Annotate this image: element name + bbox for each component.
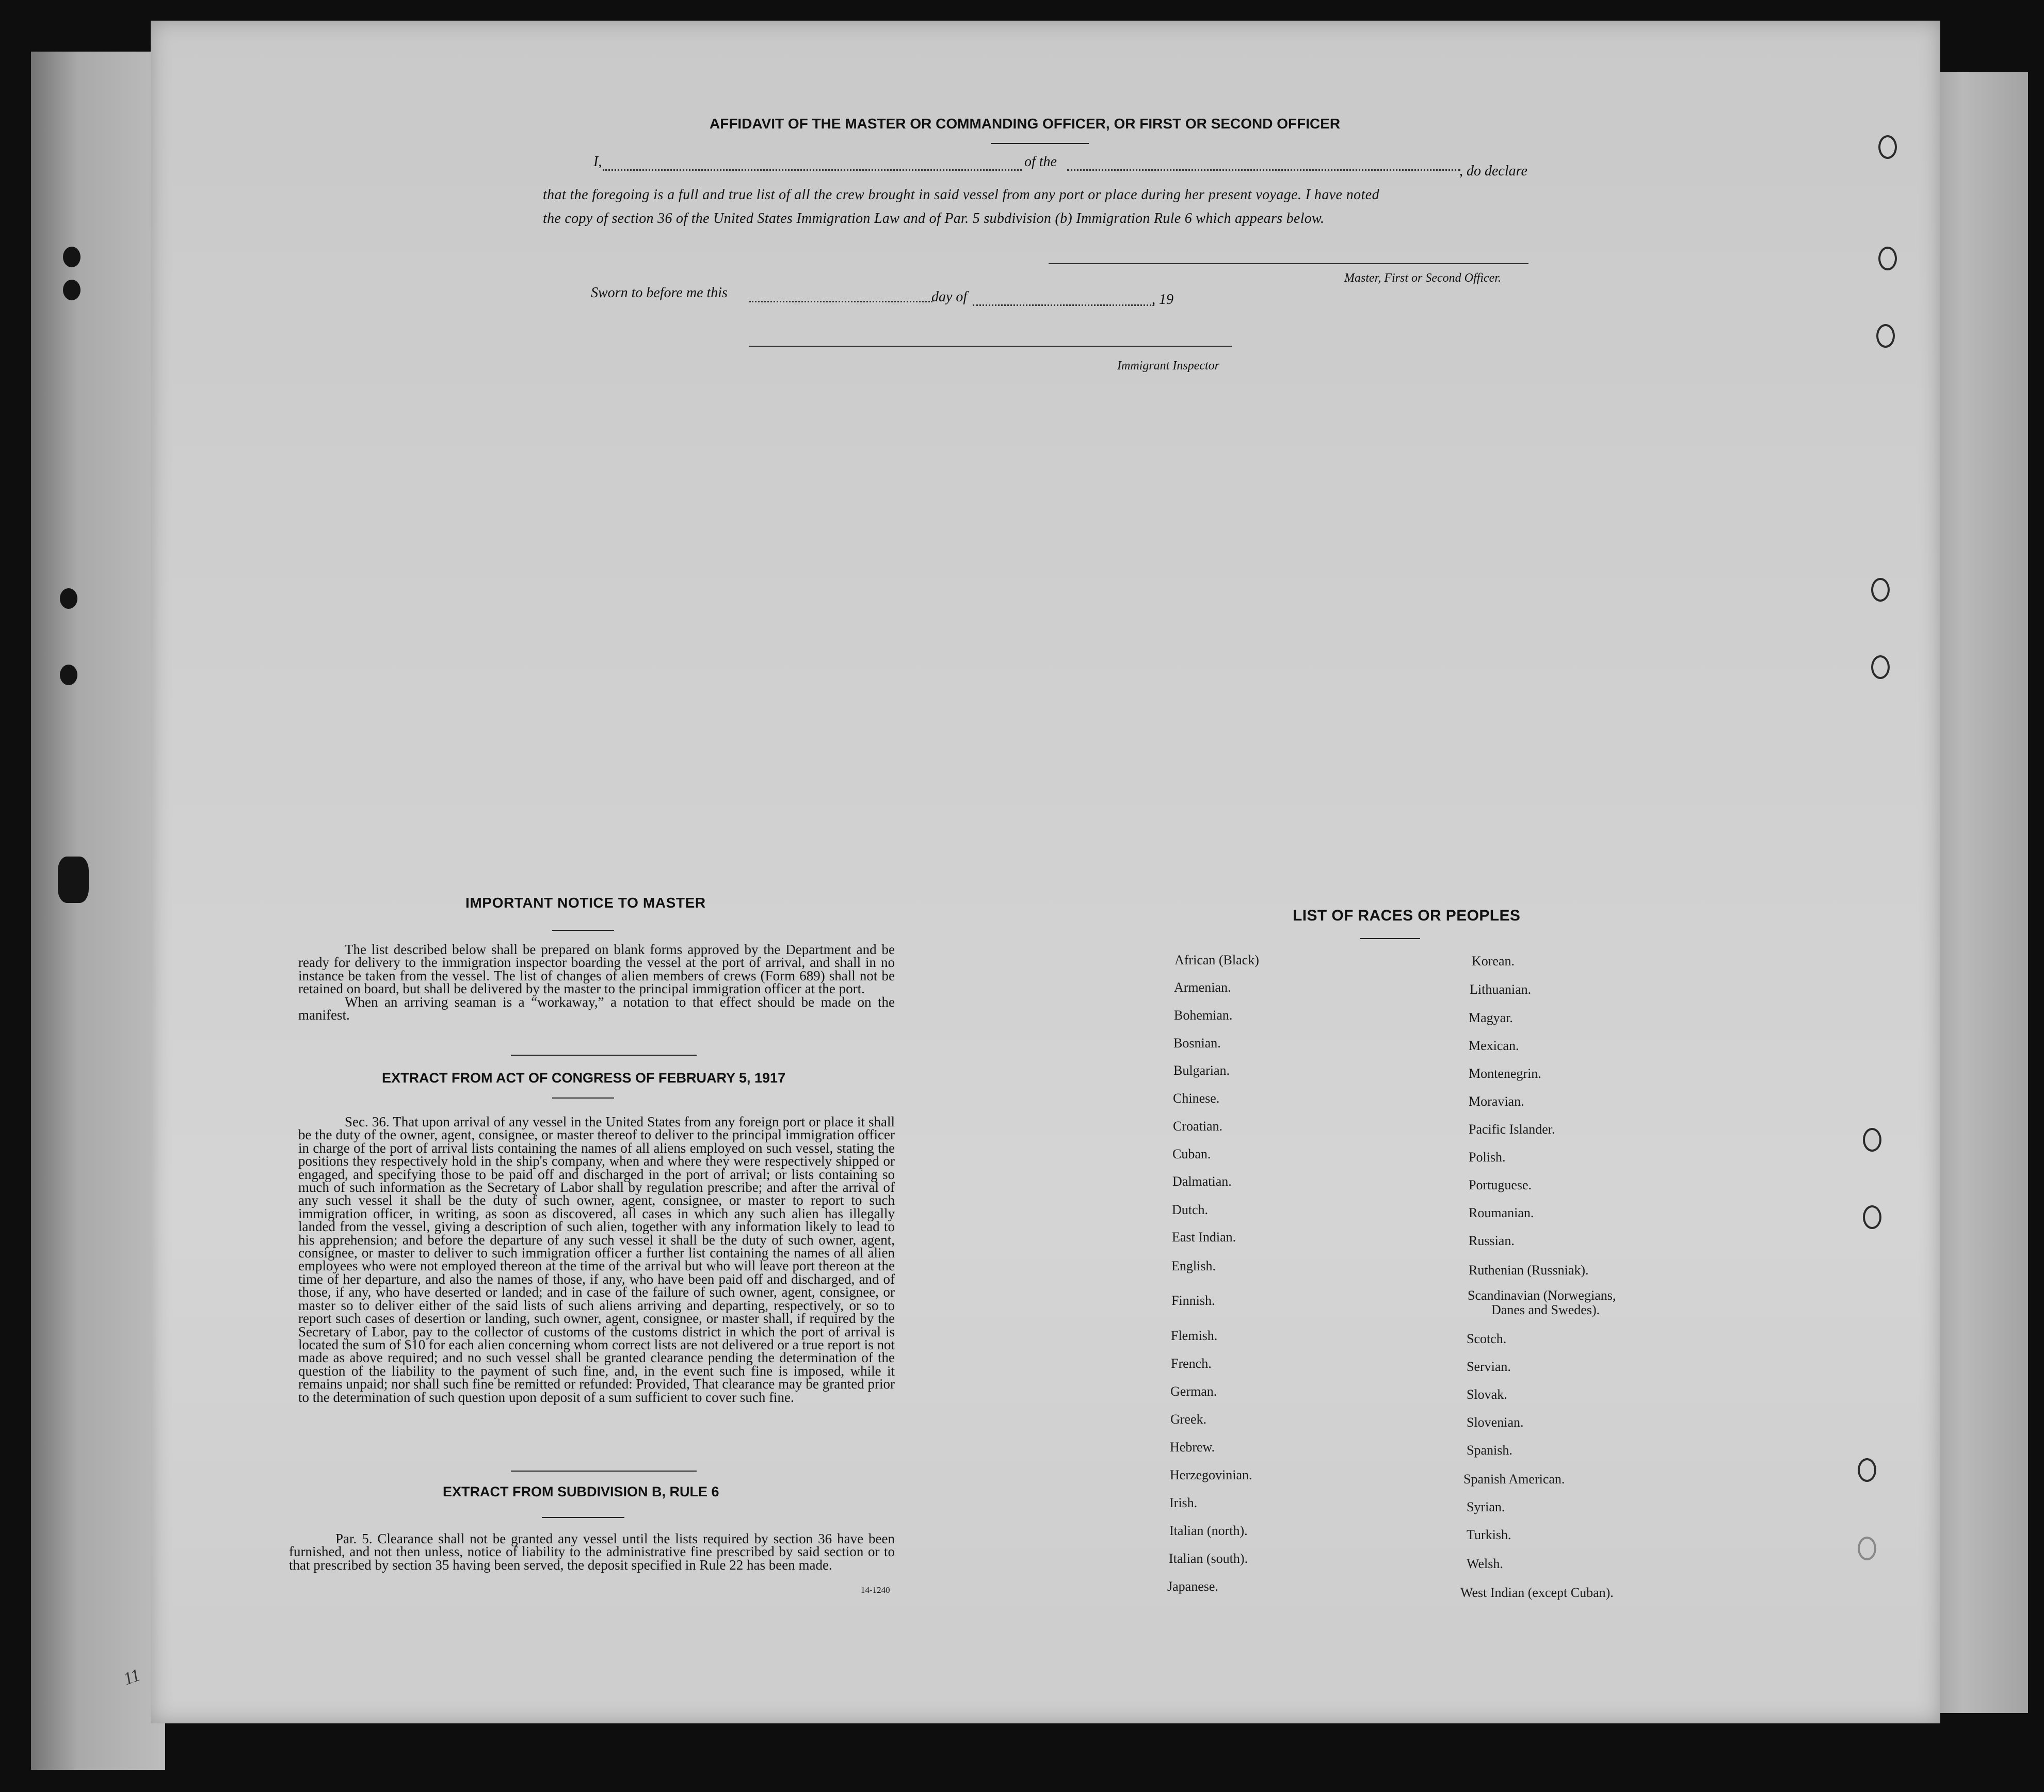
section-36-paragraph: Sec. 36. That upon arrival of any vessel in the United States from any foreign port or place it shall be the duty of the owner, agent, consignee, or master thereof to deliver to the principal immigration officer in charge of the port of arrival lists containing the names of all aliens employed on such vessel, stating the positions they respectively hold in the ship's company, when and where they were respectively shipped or engaged, and specifying those to be paid off and discharged in the port of arrival; or lists containing so much of such information as the Secretary of Labor shall by regulation prescribe; and after the arrival of any such vessel it shall be the duty of such owner, agent, consignee, or master to report to such immigration officer, in writing, as soon as discovered, all cases in which any such alien has illegally landed from the vessel, giving a description of such alien, together with any information likely to lead to his apprehension; and before the departure of any such vessel it shall be the duty of such owner, agent, consignee, or master to deliver to such immigration officer a further list containing the names of all alien employees who were not employed thereon at the time of the arrival but who will leave port thereon at the time of her departure, and also the names of those, if any, who have been paid off and discharged, and of those, if any, who have deserted or landed; and in case of the failure of such owner, agent, consignee, or master so to deliver either of the said lists of such aliens arriving and departing, respectively, or so to report such cases of desertion or landing, such owner, agent, consignee, or master shall, if required by the Secretary of Labor, pay to the collector of customs of the customs district in which the port of arrival is located the sum of $10 for each alien concerning whom correct lists are not delivered or a true report is not made as above required; and no such vessel shall be granted clearance pending the determination of the question of the liability to the payment of such fine, and, in the event such fine is imposed, while it remains unpaid; nor shall such fine be remitted or refunded: Provided, That clearance may be granted prior to the determination of such question upon deposit of a sum sufficient to cover such fine. — [298, 1114, 895, 1405]
section-divider — [511, 1055, 697, 1056]
affidavit-line-3: the copy of section 36 of the United States Immigration Law and of Par. 5 subdivision (b) Immigration Rule 6 which appears below. — [543, 211, 1325, 227]
binder-hole — [63, 280, 81, 300]
race-item: Scotch. — [1467, 1331, 1507, 1346]
race-item: Irish. — [1169, 1495, 1198, 1510]
binder-hole — [60, 665, 77, 685]
binder-ring — [1858, 1458, 1876, 1482]
sworn-month-blank[interactable] — [973, 304, 1154, 306]
race-item: Croatian. — [1173, 1119, 1223, 1134]
race-item: Russian. — [1469, 1233, 1515, 1248]
vessel-blank[interactable] — [1067, 169, 1460, 171]
title-underline — [991, 143, 1089, 144]
race-item: Italian (south). — [1169, 1551, 1248, 1566]
section-divider — [511, 1471, 697, 1472]
signature-blank[interactable] — [1049, 263, 1528, 264]
notice-text — [298, 943, 895, 1022]
race-item: Japanese. — [1167, 1579, 1218, 1594]
race-item: Bulgarian. — [1173, 1063, 1230, 1078]
races-title: LIST OF RACES OR PEOPLES — [1293, 907, 1521, 924]
race-item: Bohemian. — [1174, 1008, 1233, 1023]
binder-hole — [63, 247, 81, 267]
extract-rule-text — [289, 1532, 895, 1572]
signature-label: Master, First or Second Officer. — [1344, 271, 1501, 285]
extract-rule-underline — [542, 1517, 624, 1518]
race-item: Bosnian. — [1173, 1036, 1221, 1051]
day-of-text: day of — [931, 289, 968, 305]
affidavit-line-2: that the foregoing is a full and true list of all the crew brought in said vessel from any port or place during her present voyage. I have noted — [543, 187, 1379, 203]
race-item: Montenegrin. — [1469, 1066, 1541, 1081]
form-number: 14-1240 — [861, 1585, 890, 1595]
name-blank[interactable] — [603, 169, 1022, 171]
par-5-paragraph: Par. 5. Clearance shall not be granted any vessel until the lists required by section 36 have been furnished, and not then unless, notice of liability to the administrative fine prescribed by said section or to that prescribed by section 35 having been served, the deposit specified in Rule 22 has been made. — [289, 1531, 895, 1573]
inspector-blank[interactable] — [749, 346, 1232, 347]
race-item: West Indian (except Cuban). — [1460, 1585, 1614, 1600]
affidavit-do-declare: , do declare — [1459, 163, 1527, 179]
notice-title: IMPORTANT NOTICE TO MASTER — [465, 895, 706, 911]
binder-ring — [1878, 135, 1897, 159]
inspector-label: Immigrant Inspector — [1117, 359, 1219, 373]
race-item: Hebrew. — [1170, 1440, 1215, 1455]
binder-ring — [1858, 1537, 1876, 1560]
sworn-text: Sworn to before me this — [591, 285, 728, 301]
notice-paragraph-2: When an arriving seaman is a “workaway,” a notation to that effect should be made on the manifest. — [298, 994, 895, 1023]
sworn-day-blank[interactable] — [749, 301, 932, 302]
race-item: Spanish. — [1467, 1443, 1512, 1458]
race-item: Welsh. — [1467, 1556, 1503, 1571]
race-item: Greek. — [1170, 1412, 1207, 1427]
race-item: French. — [1171, 1356, 1212, 1371]
race-item: German. — [1170, 1384, 1217, 1399]
extract-rule-title: EXTRACT FROM SUBDIVISION B, RULE 6 — [443, 1484, 719, 1499]
race-item: Armenian. — [1174, 980, 1231, 995]
binder-hole — [60, 588, 77, 609]
race-item: Polish. — [1469, 1150, 1506, 1165]
race-item: Slovenian. — [1467, 1415, 1524, 1430]
race-item: Scandinavian (Norwegians, — [1468, 1288, 1616, 1303]
affidavit-title: AFFIDAVIT OF THE MASTER OR COMMANDING OFFICER, OR FIRST OR SECOND OFFICER — [710, 116, 1341, 132]
race-item: Flemish. — [1171, 1328, 1218, 1343]
extract-act-title: EXTRACT FROM ACT OF CONGRESS OF FEBRUARY 5, 1917 — [382, 1070, 786, 1086]
race-item: Turkish. — [1467, 1527, 1511, 1542]
race-item: Servian. — [1467, 1359, 1511, 1374]
race-item: East Indian. — [1172, 1230, 1236, 1245]
race-item: Roumanian. — [1469, 1205, 1534, 1220]
race-item: Cuban. — [1172, 1147, 1211, 1161]
binder-ring — [1871, 578, 1890, 602]
race-item: Spanish American. — [1463, 1472, 1565, 1487]
form-sheet — [151, 21, 1940, 1723]
affidavit-i: I, — [593, 154, 602, 170]
extract-act-underline — [552, 1097, 614, 1099]
margin-mark: 11 — [121, 1665, 143, 1689]
race-item: Danes and Swedes). — [1491, 1302, 1600, 1317]
race-item: Dutch. — [1172, 1202, 1209, 1217]
race-item: Chinese. — [1173, 1091, 1220, 1106]
races-underline — [1360, 938, 1420, 939]
race-item: Lithuanian. — [1470, 982, 1532, 997]
underlying-page-left — [31, 52, 165, 1770]
race-item: Finnish. — [1171, 1293, 1215, 1308]
notice-underline — [552, 930, 614, 931]
binder-ring — [1871, 655, 1890, 679]
notice-paragraph-1: The list described below shall be prepared on blank forms approved by the Department and be ready for delivery to the immigration inspector boarding the vessel at the port of arrival, and shall in no instance be taken from the vessel. The list of changes of alien members of crews (Form 689) shall not be retained on board, but shall be delivered by the master to the principal immigration officer at the port. — [298, 942, 895, 997]
race-item: Herzegovinian. — [1170, 1467, 1252, 1482]
race-item: English. — [1171, 1258, 1216, 1273]
binder-ring — [1863, 1205, 1881, 1229]
binder-hole — [58, 857, 89, 903]
affidavit-of-the: of the — [1024, 154, 1057, 170]
binder-ring — [1878, 247, 1897, 270]
extract-act-text — [298, 1116, 895, 1404]
race-item: Korean. — [1472, 954, 1515, 968]
race-item: Italian (north). — [1169, 1523, 1248, 1538]
race-item: Pacific Islander. — [1469, 1122, 1555, 1137]
race-item: Magyar. — [1469, 1010, 1513, 1025]
race-item: Portuguese. — [1469, 1177, 1532, 1192]
race-item: Slovak. — [1467, 1387, 1507, 1402]
race-item: African (Black) — [1174, 952, 1259, 967]
race-item: Moravian. — [1469, 1094, 1524, 1109]
binder-ring — [1863, 1128, 1881, 1152]
race-item: Ruthenian (Russniak). — [1469, 1263, 1589, 1278]
race-item: Syrian. — [1467, 1499, 1505, 1514]
binder-ring — [1876, 324, 1895, 348]
race-item: Mexican. — [1469, 1038, 1519, 1053]
year-text: , 19 — [1152, 292, 1173, 308]
race-item: Dalmatian. — [1172, 1174, 1232, 1189]
